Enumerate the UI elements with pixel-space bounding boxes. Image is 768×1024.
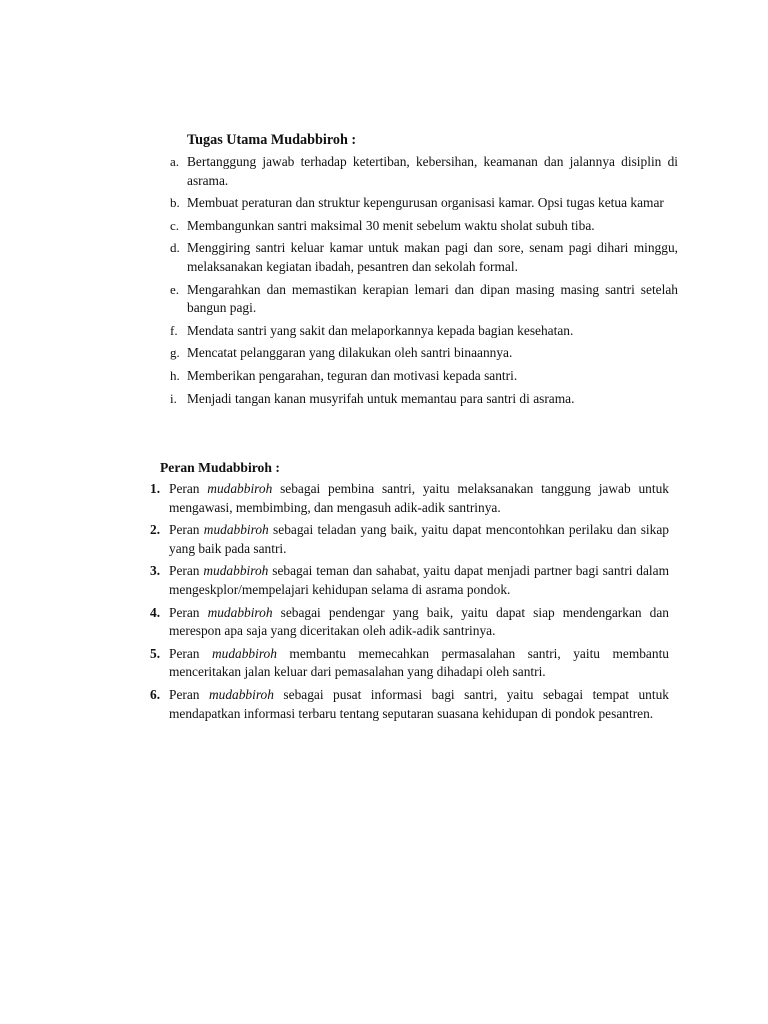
list-item-pre: Peran <box>169 563 204 579</box>
list-item <box>160 344 678 363</box>
list-marker: 3. <box>150 563 161 579</box>
list-marker: d. <box>170 240 180 256</box>
list-item <box>160 239 678 276</box>
list-marker: i. <box>170 390 177 406</box>
list-item-post: sebagai teman dan sahabat, yaitu dapat menjadi partner bagi santri dalam mengeskplor/mempelajari kehidupan selama di asrama pondok. <box>169 563 670 597</box>
list-item-emphasis: mudabbiroh <box>203 522 269 538</box>
list-item <box>145 521 669 558</box>
section-title-tugas-utama: Tugas Utama Mudabbiroh : <box>187 132 357 148</box>
tugas-utama-list <box>160 153 678 412</box>
list-item <box>145 604 669 641</box>
list-item-emphasis: mudabbiroh <box>208 686 274 702</box>
list-item-pre: Peran <box>169 686 209 702</box>
list-item-text: Menjadi tangan kanan musyrifah untuk memantau para santri di asrama. <box>187 390 575 406</box>
list-item-post: sebagai pembina santri, yaitu melaksanakan tanggung jawab untuk mengawasi, membimbing, dan mengasuh adik-adik santrinya. <box>169 481 669 515</box>
list-item-text: Mengarahkan dan memastikan kerapian lemari dan dipan masing masing santri setelah bangun pagi. <box>187 281 678 316</box>
list-marker: 1. <box>150 481 161 496</box>
list-item <box>145 686 669 723</box>
list-item <box>160 390 678 409</box>
list-marker: f. <box>170 322 178 338</box>
list-item <box>160 281 678 318</box>
list-item <box>160 194 678 213</box>
peran-list <box>145 480 669 727</box>
list-item-emphasis: mudabbiroh <box>203 563 269 579</box>
list-marker: h. <box>170 367 180 383</box>
list-item <box>160 322 678 341</box>
list-item <box>145 562 669 599</box>
list-item-text: Membuat peraturan dan struktur kepengurusan organisasi kamar. Opsi tugas ketua kamar <box>187 195 664 211</box>
list-item <box>160 367 678 386</box>
list-item-pre: Peran <box>169 604 208 620</box>
list-item-text: Menggiring santri keluar kamar untuk makan pagi dan sore, senam pagi dihari minggu, melaksanakan kegiatan ibadah, pesantren dan sekolah formal. <box>187 240 678 274</box>
list-item-emphasis: mudabbiroh <box>207 604 273 620</box>
list-item-text: Memberikan pengarahan, teguran dan motivasi kepada santri. <box>187 367 518 383</box>
list-item-text: Mencatat pelanggaran yang dilakukan oleh santri binaannya. <box>187 345 513 361</box>
list-item <box>145 645 669 682</box>
list-item-emphasis: mudabbiroh <box>207 481 273 496</box>
list-item-post: sebagai teladan yang baik, yaitu dapat mencontohkan perilaku dan sikap yang baik pada santri. <box>169 522 669 556</box>
list-marker: 4. <box>150 604 161 620</box>
list-item-text: Membangunkan santri maksimal 30 menit sebelum waktu sholat subuh tiba. <box>187 217 595 233</box>
list-item-post: sebagai pendengar yang baik, yaitu dapat siap mendengarkan dan merespon apa saja yang diceritakan oleh adik-adik santrinya. <box>169 604 669 639</box>
list-item-text: Bertanggung jawab terhadap ketertiban, kebersihan, keamanan dan jalannya disiplin di asrama. <box>187 154 678 188</box>
list-item-pre: Peran <box>169 522 204 538</box>
list-item-text: Mendata santri yang sakit dan melaporkannya kepada bagian kesehatan. <box>187 322 574 338</box>
list-item-pre: Peran <box>169 645 212 661</box>
list-item <box>160 153 678 190</box>
list-item-post: membantu memecahkan permasalahan santri, yaitu membantu menceritakan jalan keluar dari pemasalahan yang dihadapi oleh santri. <box>169 645 669 680</box>
list-marker: g. <box>170 345 180 361</box>
list-marker: c. <box>170 217 180 233</box>
list-marker: 2. <box>150 522 161 538</box>
list-marker: 6. <box>150 686 161 702</box>
list-item-post: sebagai pusat informasi bagi santri, yaitu sebagai tempat untuk mendapatkan informasi terbaru tentang seputaran suasana kehidupan di pondok pesantren. <box>169 686 669 721</box>
list-item-pre: Peran <box>169 481 208 496</box>
list-marker: b. <box>170 195 180 211</box>
list-item <box>160 217 678 236</box>
list-marker: a. <box>170 154 180 169</box>
section-title-peran: Peran Mudabbiroh : <box>160 460 280 475</box>
list-marker: e. <box>170 281 180 297</box>
list-item <box>145 480 669 517</box>
list-item-emphasis: mudabbiroh <box>211 645 277 661</box>
list-marker: 5. <box>150 645 161 661</box>
